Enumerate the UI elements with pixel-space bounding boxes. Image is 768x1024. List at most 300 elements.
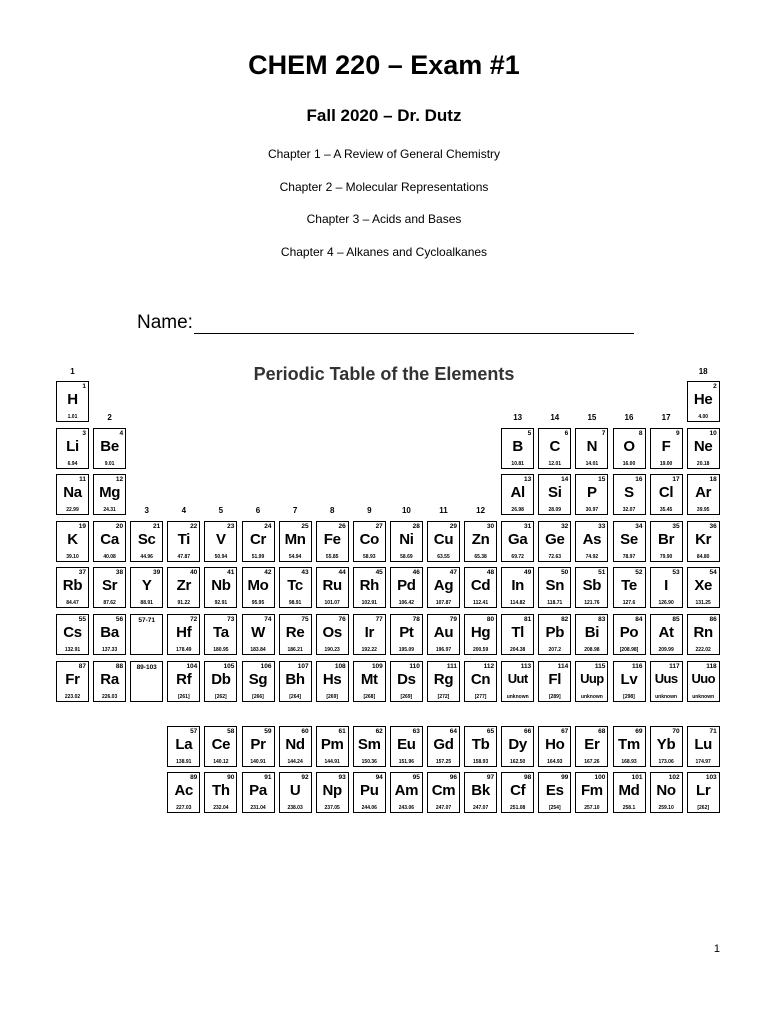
atomic-number: 100 (594, 774, 606, 781)
atomic-number: 108 (334, 663, 346, 670)
atomic-mass: 144.91 (324, 759, 340, 765)
atomic-number: 104 (186, 663, 198, 670)
atomic-mass: 180.95 (213, 647, 229, 653)
atomic-number: 60 (301, 728, 309, 735)
element-cell-ti (167, 521, 200, 562)
atomic-mass: 208.98 (584, 647, 600, 653)
element-cell-lv (613, 661, 646, 702)
group-label: 2 (107, 413, 112, 422)
atomic-mass: 40.08 (103, 554, 116, 560)
atomic-mass: 58.93 (363, 554, 376, 560)
element-symbol: Al (510, 484, 525, 501)
element-symbol: Ru (322, 577, 342, 594)
element-symbol: Te (621, 577, 637, 594)
element-cell-au (427, 614, 460, 655)
element-symbol: Rn (693, 624, 713, 641)
element-symbol: Nd (285, 736, 305, 753)
atomic-number: 18 (709, 476, 717, 483)
element-symbol: At (658, 624, 674, 641)
atomic-mass: 207.2 (548, 647, 562, 653)
element-symbol: Ag (433, 577, 454, 594)
atomic-mass: 174.97 (695, 759, 711, 765)
atomic-number: 92 (301, 774, 309, 781)
element-cell-pm (316, 726, 349, 767)
element-symbol: Sr (101, 577, 118, 594)
atomic-number: 50 (561, 569, 569, 576)
atomic-number: 15 (598, 476, 606, 483)
element-symbol: Uuo (691, 671, 715, 686)
group-label: 5 (218, 506, 224, 515)
atomic-mass: 44.96 (140, 554, 153, 560)
element-symbol: Uut (507, 671, 528, 686)
element-symbol: Cm (431, 782, 456, 799)
atomic-mass: 223.02 (64, 694, 81, 700)
element-symbol: Mt (360, 671, 378, 688)
atomic-mass: 222.02 (695, 647, 711, 653)
atomic-mass: 192.22 (361, 647, 377, 653)
atomic-number: 36 (709, 523, 717, 530)
atomic-mass: 35.45 (659, 507, 673, 513)
element-symbol: Cn (470, 671, 491, 688)
atomic-mass: 20.18 (696, 461, 710, 467)
atomic-mass: 26.98 (511, 507, 524, 513)
element-symbol: Mo (247, 577, 269, 594)
atomic-number: 47 (449, 569, 457, 576)
element-cell-tl (501, 614, 534, 655)
element-symbol: Ga (507, 531, 528, 548)
atomic-number: 67 (561, 728, 569, 735)
series-placeholder-cell (130, 661, 163, 702)
element-symbol: Bi (584, 624, 600, 641)
element-symbol: Cf (510, 782, 526, 799)
atomic-mass: [254] (548, 805, 561, 811)
element-symbol: Cl (658, 484, 674, 501)
group-label: 13 (513, 413, 523, 422)
element-symbol: Sn (545, 577, 565, 594)
atomic-mass: 50.94 (214, 554, 228, 560)
element-cell-co (353, 521, 386, 562)
atomic-mass: 126.90 (658, 600, 674, 606)
atomic-number: 25 (301, 523, 309, 530)
atomic-number: 38 (115, 569, 124, 576)
element-symbol: Md (618, 782, 640, 799)
element-symbol: Bh (285, 671, 305, 688)
element-cell-in (501, 567, 534, 608)
atomic-number: 16 (635, 476, 643, 483)
atomic-mass: 158.93 (472, 759, 489, 765)
atomic-mass: [262] (697, 805, 710, 811)
element-cell-bi (575, 614, 608, 655)
atomic-number: 65 (486, 728, 495, 735)
element-cell-k (56, 521, 89, 562)
atomic-number: 37 (78, 569, 86, 576)
atomic-mass: 200.59 (472, 647, 489, 653)
atomic-number: 8 (638, 430, 643, 437)
atomic-mass: 157.25 (435, 759, 452, 765)
series-range-label: 57-71 (138, 617, 155, 624)
atomic-mass: 178.49 (176, 647, 192, 653)
atomic-mass: 4.00 (698, 414, 709, 420)
element-symbol: Ni (399, 531, 414, 548)
atomic-mass: 167.26 (584, 759, 600, 765)
element-symbol: Hf (176, 624, 192, 641)
element-symbol: Fe (323, 531, 341, 548)
element-symbol: V (216, 531, 226, 548)
atomic-mass: 22.99 (66, 507, 79, 513)
element-symbol: Tl (511, 624, 525, 641)
atomic-number: 40 (190, 569, 198, 576)
atomic-mass: 195.09 (398, 647, 415, 653)
element-symbol: Cd (470, 577, 491, 594)
element-cell-uup (575, 661, 608, 702)
atomic-number: 89 (190, 774, 198, 781)
element-cell-tb (464, 726, 497, 767)
atomic-number: 90 (227, 774, 235, 781)
group-label: 18 (698, 367, 708, 376)
element-cell-am (390, 772, 423, 813)
atomic-mass: 91.22 (177, 600, 191, 606)
chapter-item: Chapter 3 – Acids and Bases (306, 212, 462, 226)
element-cell-fe (316, 521, 349, 562)
element-cell-sc (130, 521, 163, 562)
element-symbol: Sc (137, 531, 156, 548)
element-cell-mo (242, 567, 275, 608)
atomic-mass: [269] (400, 694, 413, 700)
element-symbol: Os (322, 624, 342, 641)
atomic-number: 79 (449, 616, 457, 623)
atomic-number: 118 (706, 663, 717, 670)
atomic-number: 56 (115, 616, 124, 623)
atomic-number: 117 (669, 663, 680, 670)
element-symbol: Pb (545, 624, 565, 641)
element-cell-cn (464, 661, 497, 702)
element-cell-ho (538, 726, 571, 767)
element-cell-fr (56, 661, 89, 702)
atomic-mass: 144.24 (287, 759, 303, 765)
element-cell-no (650, 772, 683, 813)
group-label: 11 (439, 506, 448, 515)
element-symbol: Tb (471, 736, 490, 753)
atomic-mass: 14.01 (585, 461, 599, 467)
element-symbol: H (67, 391, 78, 408)
element-symbol: Yb (656, 736, 676, 753)
element-cell-al (501, 474, 534, 515)
atomic-number: 27 (375, 523, 383, 530)
element-cell-rn (687, 614, 720, 655)
element-cell-nd (279, 726, 312, 767)
element-cell-rf (167, 661, 200, 702)
atomic-number: 49 (523, 569, 532, 576)
element-symbol: He (693, 391, 713, 408)
element-symbol: Pr (250, 736, 266, 753)
chapter-item: Chapter 4 – Alkanes and Cycloalkanes (280, 244, 488, 259)
atomic-number: 62 (375, 728, 383, 735)
element-symbol: Zn (471, 531, 490, 548)
element-cell-s (613, 474, 646, 515)
element-symbol: Lu (694, 736, 713, 753)
atomic-number: 73 (227, 616, 235, 623)
atomic-number: 84 (635, 616, 643, 623)
atomic-mass: 84.47 (66, 600, 79, 606)
atomic-mass: 247.07 (435, 805, 452, 811)
atomic-number: 3 (82, 430, 86, 437)
atomic-mass: 79.90 (659, 554, 673, 560)
element-symbol: K (67, 531, 78, 548)
atomic-number: 54 (709, 569, 717, 576)
atomic-number: 14 (561, 476, 569, 483)
atomic-mass: 112.41 (473, 600, 489, 606)
group-label: 7 (292, 506, 298, 515)
element-symbol: Rb (62, 577, 83, 594)
atomic-mass: 51.99 (251, 554, 265, 560)
atomic-number: 70 (672, 728, 680, 735)
atomic-mass: 168.93 (621, 759, 637, 765)
atomic-number: 21 (152, 523, 161, 530)
atomic-mass: 150.36 (361, 759, 377, 765)
element-cell-np (316, 772, 349, 813)
atomic-number: 111 (446, 663, 457, 670)
element-cell-lu (687, 726, 720, 767)
atomic-number: 41 (227, 569, 235, 576)
element-symbol: Se (620, 531, 638, 548)
atomic-number: 83 (598, 616, 606, 623)
atomic-mass: 63.55 (437, 554, 450, 560)
atomic-mass: 74.92 (585, 554, 599, 560)
element-cell-fl (538, 661, 571, 702)
element-symbol: Re (285, 624, 305, 641)
atomic-number: 5 (527, 430, 532, 437)
atomic-number: 78 (412, 616, 420, 623)
atomic-mass: 58.69 (400, 554, 413, 560)
element-symbol: Tm (618, 736, 640, 753)
element-symbol: P (587, 484, 597, 501)
element-symbol: Na (63, 484, 82, 501)
atomic-mass: 259.10 (658, 805, 674, 811)
element-symbol: C (549, 438, 561, 455)
atomic-number: 71 (709, 728, 717, 735)
atomic-number: 87 (78, 663, 86, 670)
element-cell-pd (390, 567, 423, 608)
atomic-number: 99 (561, 774, 569, 781)
element-cell-sb (575, 567, 608, 608)
element-cell-er (575, 726, 608, 767)
atomic-mass: 12.01 (548, 461, 562, 467)
atomic-number: 24 (264, 523, 272, 530)
element-cell-u (279, 772, 312, 813)
atomic-number: 116 (632, 663, 643, 670)
atomic-number: 68 (598, 728, 606, 735)
element-cell-cr (242, 521, 275, 562)
atomic-number: 105 (223, 663, 235, 670)
element-symbol: Ar (695, 484, 712, 501)
element-cell-ta (204, 614, 237, 655)
atomic-number: 86 (709, 616, 717, 623)
atomic-mass: 151.96 (398, 759, 415, 765)
element-symbol: Sb (582, 577, 602, 594)
atomic-number: 106 (260, 663, 272, 670)
element-cell-mt (353, 661, 386, 702)
element-symbol: Fr (65, 671, 80, 688)
element-cell-kr (687, 521, 720, 562)
name-label: Name: (137, 312, 193, 333)
atomic-number: 59 (264, 728, 272, 735)
atomic-mass: 24.31 (103, 507, 116, 513)
group-label: 1 (70, 367, 75, 376)
group-label: 15 (587, 413, 597, 422)
element-symbol: Hg (470, 624, 491, 641)
element-cell-ga (501, 521, 534, 562)
group-label: 6 (255, 506, 261, 515)
element-symbol: Uup (580, 671, 604, 686)
element-cell-uus (650, 661, 683, 702)
atomic-mass: [264] (289, 694, 301, 700)
element-cell-pu (353, 772, 386, 813)
element-symbol: Pa (249, 782, 267, 799)
atomic-number: 34 (635, 523, 643, 530)
atomic-number: 23 (227, 523, 235, 530)
atomic-mass: 257.10 (584, 805, 600, 811)
name-field[interactable] (137, 312, 634, 334)
atomic-number: 114 (557, 663, 569, 670)
element-cell-eu (390, 726, 423, 767)
element-cell-sr (93, 567, 126, 608)
element-cell-zn (464, 521, 497, 562)
element-symbol: Am (394, 782, 419, 799)
element-symbol: Kr (695, 531, 712, 548)
element-symbol: Lv (620, 671, 638, 688)
element-symbol: Th (212, 782, 230, 799)
element-cell-nb (204, 567, 237, 608)
element-symbol: Rf (176, 671, 192, 688)
element-symbol: Rh (359, 577, 379, 594)
element-cell-la (167, 726, 200, 767)
atomic-mass: unknown (655, 694, 678, 700)
atomic-mass: 162.50 (510, 759, 526, 765)
atomic-number: 97 (486, 774, 495, 781)
element-symbol: Ds (397, 671, 416, 688)
atomic-number: 48 (486, 569, 495, 576)
element-cell-sg (242, 661, 275, 702)
element-symbol: Mn (284, 531, 306, 548)
atomic-number: 91 (264, 774, 272, 781)
element-symbol: As (582, 531, 602, 548)
atomic-number: 109 (371, 663, 383, 670)
element-cell-si (538, 474, 571, 515)
element-cell-cs (56, 614, 89, 655)
element-cell-ba (93, 614, 126, 655)
atomic-number: 39 (152, 569, 161, 576)
atomic-number: 12 (115, 476, 124, 483)
atomic-mass: 227.03 (176, 805, 192, 811)
element-cell-hg (464, 614, 497, 655)
element-cell-ac (167, 772, 200, 813)
atomic-mass: 84.80 (696, 554, 710, 560)
name-blank-line[interactable] (194, 315, 634, 334)
atomic-mass: 54.94 (288, 554, 302, 560)
element-cell-sm (353, 726, 386, 767)
atomic-mass: 39.95 (696, 507, 710, 513)
atomic-mass: 118.71 (547, 600, 563, 606)
atomic-mass: 243.06 (398, 805, 415, 811)
element-symbol: Cs (63, 624, 82, 641)
element-cell-ir (353, 614, 386, 655)
element-symbol: No (656, 782, 676, 799)
element-cell-as (575, 521, 608, 562)
atomic-number: 94 (375, 774, 383, 781)
element-cell-te (613, 567, 646, 608)
atomic-number: 7 (601, 430, 606, 437)
atomic-mass: 232.04 (213, 805, 229, 811)
atomic-number: 57 (190, 728, 198, 735)
atomic-mass: 204.38 (510, 647, 526, 653)
element-cell-i (650, 567, 683, 608)
atomic-number: 1 (82, 383, 86, 390)
atomic-number: 44 (338, 569, 346, 576)
atomic-mass: 258.1 (622, 805, 636, 811)
atomic-number: 58 (227, 728, 235, 735)
element-symbol: Rg (433, 671, 454, 688)
atomic-mass: unknown (580, 694, 603, 700)
atomic-mass: 28.09 (548, 507, 562, 513)
atomic-number: 43 (301, 569, 309, 576)
atomic-mass: 231.04 (250, 805, 266, 811)
periodic-table-title: Periodic Table of the Elements (253, 364, 515, 384)
atomic-mass: 95.95 (251, 600, 265, 606)
atomic-number: 55 (78, 616, 86, 623)
element-symbol: Li (66, 438, 79, 455)
element-cell-uut (501, 661, 534, 702)
atomic-number: 35 (672, 523, 680, 530)
atomic-number: 53 (672, 569, 680, 576)
element-cell-p (575, 474, 608, 515)
element-symbol: Hs (322, 671, 342, 688)
element-symbol: Ta (212, 624, 229, 641)
atomic-number: 80 (486, 616, 495, 623)
element-symbol: Cr (249, 531, 267, 548)
atomic-number: 88 (115, 663, 124, 670)
element-symbol: Sm (357, 736, 381, 753)
element-symbol: Uus (654, 671, 678, 686)
atomic-mass: 30.97 (585, 507, 599, 513)
atomic-mass: 101.07 (324, 600, 340, 606)
element-cell-hs (316, 661, 349, 702)
element-symbol: Pt (399, 624, 414, 641)
element-cell-h (56, 381, 89, 422)
element-cell-yb (650, 726, 683, 767)
element-cell-ca (93, 521, 126, 562)
atomic-number: 64 (449, 728, 457, 735)
element-symbol: Eu (397, 736, 416, 753)
atomic-mass: 244.06 (361, 805, 377, 811)
atomic-number: 74 (264, 616, 272, 623)
atomic-mass: 98.91 (288, 600, 302, 606)
atomic-mass: 19.00 (659, 461, 673, 467)
atomic-mass: 209.99 (658, 647, 674, 653)
element-cell-cm (427, 772, 460, 813)
element-cell-ge (538, 521, 571, 562)
element-cell-v (204, 521, 237, 562)
atomic-number: 77 (375, 616, 383, 623)
element-cell-re (279, 614, 312, 655)
atomic-mass: 238.03 (287, 805, 303, 811)
element-symbol: Nb (211, 577, 231, 594)
group-label: 17 (661, 413, 671, 422)
atomic-mass: 114.82 (510, 600, 526, 606)
atomic-number: 102 (668, 774, 680, 781)
atomic-mass: unknown (692, 694, 715, 700)
atomic-mass: 173.06 (658, 759, 674, 765)
element-cell-at (650, 614, 683, 655)
